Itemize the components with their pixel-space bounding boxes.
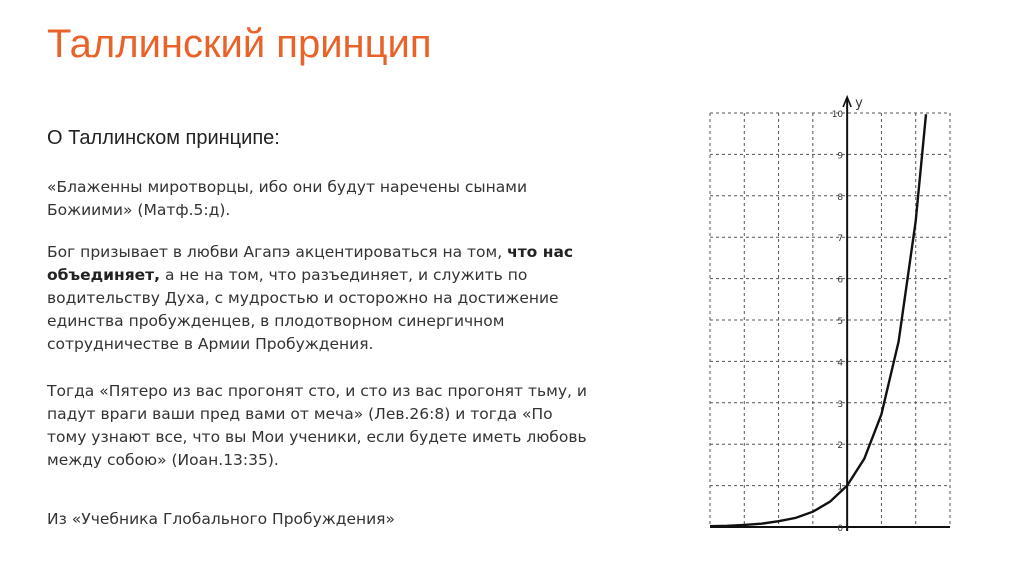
y-tick-label: 9 bbox=[837, 151, 844, 162]
y-tick-label: 3 bbox=[837, 399, 844, 410]
y-axis-label: y bbox=[855, 96, 863, 111]
chart-grid bbox=[710, 113, 950, 527]
source-attribution: Из «Учебника Глобального Пробуждения» bbox=[47, 510, 395, 528]
paragraph-agape-part1: Бог призывает в любви Агапэ акцентироваться на том, bbox=[47, 243, 508, 261]
y-tick-label: 8 bbox=[837, 192, 844, 203]
y-tick-label: 6 bbox=[837, 275, 844, 286]
y-tick-label: 4 bbox=[837, 358, 844, 369]
paragraph-agape-bold: что нас объединяет, bbox=[47, 243, 574, 284]
y-tick-label: 10 bbox=[831, 110, 844, 120]
exponential-chart bbox=[700, 95, 960, 545]
paragraph-agape bbox=[47, 241, 592, 356]
paragraph-agape-part2: а не на том, что разъединяет, и служить по водительству Духа, с мудростью и осторожно на достижение единства пробужденцев, в плодотворном синергичном сотрудничестве в Армии Пробуждения. bbox=[47, 266, 559, 353]
y-tick-label: 5 bbox=[837, 317, 844, 327]
paragraph-beatitude: «Блаженны миротворцы, ибо они будут наречены сынами Божиими» (Матф.5:д). bbox=[47, 178, 528, 219]
y-tick-label: 7 bbox=[837, 234, 844, 245]
paragraph-scripture: Тогда «Пятеро из вас прогонят сто, и сто из вас прогонят тьму, и падут враги ваши пред вами от меча» (Лев.26:8) и тогда «По тому узнают все, что вы Мои ученики, если будете иметь любовь между собою» (Иоан.13:35). bbox=[47, 382, 587, 469]
y-tick-label: 1 bbox=[837, 482, 844, 493]
slide-subtitle: О Таллинском принципе: bbox=[47, 127, 280, 149]
chart-y-ticks bbox=[832, 110, 844, 534]
y-tick-label: 2 bbox=[837, 441, 844, 452]
slide-title: Таллинский принцип bbox=[47, 22, 432, 66]
chart-axes bbox=[710, 97, 950, 531]
y-tick-label: 0 bbox=[837, 524, 844, 534]
